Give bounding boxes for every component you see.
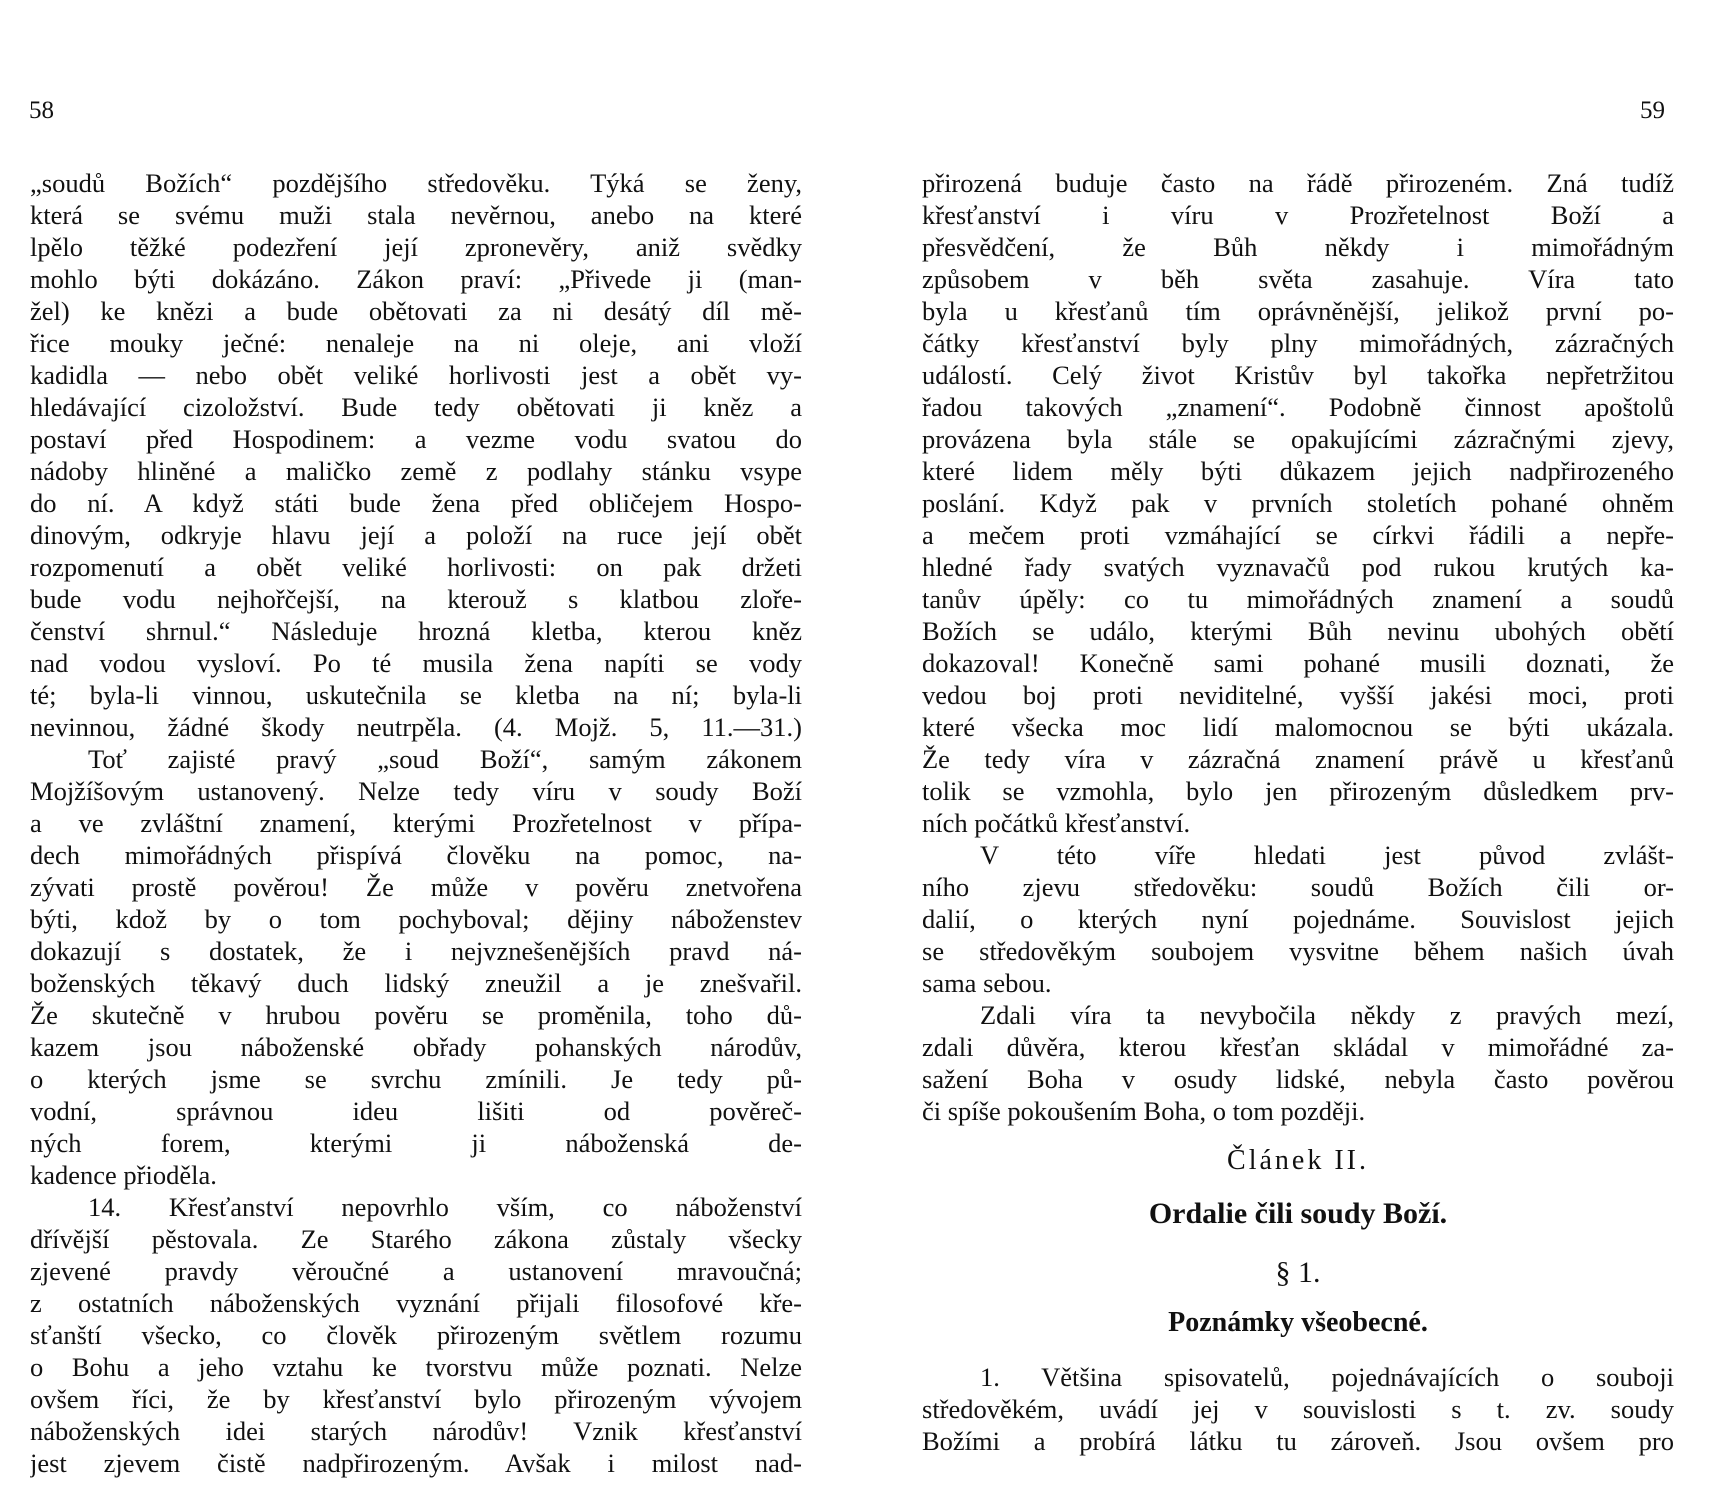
text-line: té; byla-li vinnou, uskutečnila se kletba na ní; byla-li — [30, 680, 802, 710]
article-label: Článek II. — [1227, 1145, 1369, 1176]
text-line: o Bohu a jeho vztahu ke tvorstvu může poznati. Nelze — [30, 1352, 802, 1382]
text-line: čátky křesťanství byly plny mimořádných, zázračných — [922, 328, 1674, 358]
text-line: z ostatních náboženských vyznání přijali filosofové kře- — [30, 1288, 802, 1318]
text-line: mohlo býti dokázáno. Zákon praví: „Přivede ji (man- — [30, 264, 802, 294]
text-line: „soudů Božích“ pozdějšího středověku. Týká se ženy, — [30, 168, 802, 198]
text-line: ovšem říci, že by křesťanství bylo přirozeným vývojem — [30, 1384, 802, 1414]
text-line: řadou takových „znamení“. Podobně činnost apoštolů — [922, 392, 1674, 422]
text-line: Božími a probírá látku tu zároveň. Jsou ovšem pro — [922, 1426, 1674, 1456]
text-line: Mojžíšovým ustanovený. Nelze tedy víru v soudy Boží — [30, 776, 802, 806]
text-line: se středověkým soubojem vysvitne během našich úvah — [922, 936, 1674, 966]
section-title: Poznámky všeobecné. — [1168, 1307, 1428, 1338]
text-line: do ní. A když státi bude žena před obličejem Hospo- — [30, 488, 802, 518]
text-line: boženských těkavý duch lidský zneužil a je znešvařil. — [30, 968, 802, 998]
text-line: zjevené pravdy věroučné a ustanovení mravoučná; — [30, 1256, 802, 1286]
text-line: přirozená buduje často na řádě přirozeném. Zná tudíž — [922, 168, 1674, 198]
right-page-text — [922, 167, 1674, 1127]
text-line: V této víře hledati jest původ zvlášt- — [980, 840, 1674, 870]
text-line: způsobem v běh světa zasahuje. Víra tato — [922, 264, 1674, 294]
left-page-text — [30, 167, 802, 1479]
page-number-right: 59 — [1640, 97, 1665, 124]
text-line: jest zjevem čistě nadpřirozeným. Avšak i milost nad- — [30, 1448, 802, 1478]
text-line: vedou boj proti neviditelné, vyšší jakési moci, proti — [922, 680, 1674, 710]
text-line: nad vodou vysloví. Po té musila žena napíti se vody — [30, 648, 802, 678]
text-line: tanův úpěly: co tu mimořádných znamení a soudů — [922, 584, 1674, 614]
text-line: událostí. Celý život Kristův byl takořka nepřetržitou — [922, 360, 1674, 390]
text-line: kadidla — nebo obět veliké horlivosti jest a obět vy- — [30, 360, 802, 390]
text-line: které lidem měly býti důkazem jejich nadpřirozeného — [922, 456, 1674, 486]
text-line: Božích se událo, kterými Bůh nevinu ubohých obětí — [922, 616, 1674, 646]
text-line: žel) ke knězi a bude obětovati za ni desátý díl mě- — [30, 296, 802, 326]
text-line: středověkém, uvádí jej v souvislosti s t. zv. soudy — [922, 1394, 1674, 1424]
text-line: které všecka moc lidí malomocnou se býti ukázala. — [922, 712, 1674, 742]
text-line: vodní, správnou ideu lišiti od pověreč- — [30, 1096, 802, 1126]
text-line: kazem jsou náboženské obřady pohanských národův, — [30, 1032, 802, 1062]
text-line: dalií, o kterých nyní pojednáme. Souvislost jejich — [922, 904, 1674, 934]
text-line: hledávající cizoložství. Bude tedy obětovati ji kněz a — [30, 392, 802, 422]
text-line: zdali důvěra, kterou křesťan skládal v mimořádné za- — [922, 1032, 1674, 1062]
right-page-text-continued — [922, 1361, 1674, 1457]
article-title: Ordalie čili soudy Boží. — [1148, 1197, 1448, 1230]
text-line: a ve zvláštní znamení, kterými Prozřetelnost v přípa- — [30, 808, 802, 838]
page-number-left: 58 — [29, 97, 54, 124]
text-line: čenství shrnul.“ Následuje hrozná kletba, kterou kněz — [30, 616, 802, 646]
text-line: dech mimořádných přispívá člověku na pomoc, na- — [30, 840, 802, 870]
section-number: § 1. — [1275, 1256, 1321, 1289]
text-line: náboženských idei starých národův! Vznik křesťanství — [30, 1416, 802, 1446]
text-line: byla u křesťanů tím oprávněnější, jelikož první po- — [922, 296, 1674, 326]
text-line: či spíše pokoušením Boha, o tom později. — [922, 1096, 1366, 1126]
text-line: lpělo těžké podezření její zpronevěry, aniž svědky — [30, 232, 802, 262]
text-line: Že tedy víra v zázračná znamení právě u křesťanů — [922, 744, 1674, 774]
text-line: řice mouky ječné: nenaleje na ni oleje, ani vloží — [30, 328, 802, 358]
text-line: ního zjevu středověku: soudů Božích čili or- — [922, 872, 1674, 902]
text-line: sťanští všecko, co člověk přirozeným světlem rozumu — [30, 1320, 802, 1350]
text-line: ných forem, kterými ji náboženská de- — [30, 1128, 802, 1158]
text-line: dřívější pěstovala. Ze Starého zákona zůstaly všecky — [30, 1224, 802, 1254]
text-line: dokazoval! Konečně sami pohané musili doznati, že — [922, 648, 1674, 678]
text-line: která se svému muži stala nevěrnou, anebo na které — [30, 200, 802, 230]
text-line: dinovým, odkryje hlavu její a položí na ruce její obět — [30, 520, 802, 550]
text-line: býti, kdož by o tom pochyboval; dějiny náboženstev — [30, 904, 802, 934]
text-line: a mečem proti vzmáhající se církvi řádili a nepře- — [922, 520, 1674, 550]
text-line: sama sebou. — [922, 968, 1052, 998]
text-line: bude vodu nejhořčejší, na kterouž s klatbou zloře- — [30, 584, 802, 614]
text-line: Že skutečně v hrubou pověru se proměnila, toho dů- — [30, 1000, 802, 1030]
text-line: přesvědčení, že Bůh někdy i mimořádným — [922, 232, 1674, 262]
text-line: postaví před Hospodinem: a vezme vodu svatou do — [30, 424, 802, 454]
text-line: křesťanství i víru v Prozřetelnost Boží a — [922, 200, 1674, 230]
text-line: dokazují s dostatek, že i nejvznešenějších pravd ná- — [30, 936, 802, 966]
text-line: rozpomenutí a obět veliké horlivosti: on pak držeti — [30, 552, 802, 582]
text-line: poslání. Když pak v prvních stoletích pohané ohněm — [922, 488, 1674, 518]
text-line: kadence přioděla. — [30, 1160, 217, 1190]
text-line: Zdali víra ta nevybočila někdy z pravých mezí, — [980, 1000, 1674, 1030]
text-line: nádoby hliněné a maličko země z podlahy stánku vsype — [30, 456, 802, 486]
text-line: o kterých jsme se svrchu zmínili. Je tedy pů- — [30, 1064, 802, 1094]
text-line: tolik se vzmohla, bylo jen přirozeným důsledkem prv- — [922, 776, 1674, 806]
text-line: provázena byla stále se opakujícími zázračnými zjevy, — [922, 424, 1674, 454]
text-line: nevinnou, žádné škody neutrpěla. (4. Mojž. 5, 11.—31.) — [30, 712, 802, 742]
text-line: Toť zajisté pravý „soud Boží“, samým zákonem — [88, 744, 802, 774]
text-line: zývati prostě pověrou! Že může v pověru znetvořena — [30, 872, 802, 902]
text-line: ních počátků křesťanství. — [922, 808, 1191, 838]
text-line: sažení Boha v osudy lidské, nebyla často pověrou — [922, 1064, 1674, 1094]
text-line: hledné řady svatých vyznavačů pod rukou krutých ka- — [922, 552, 1674, 582]
text-line: 1. Většina spisovatelů, pojednávajících o souboji — [980, 1362, 1674, 1392]
text-line: 14. Křesťanství nepovrhlo vším, co náboženství — [88, 1192, 802, 1222]
